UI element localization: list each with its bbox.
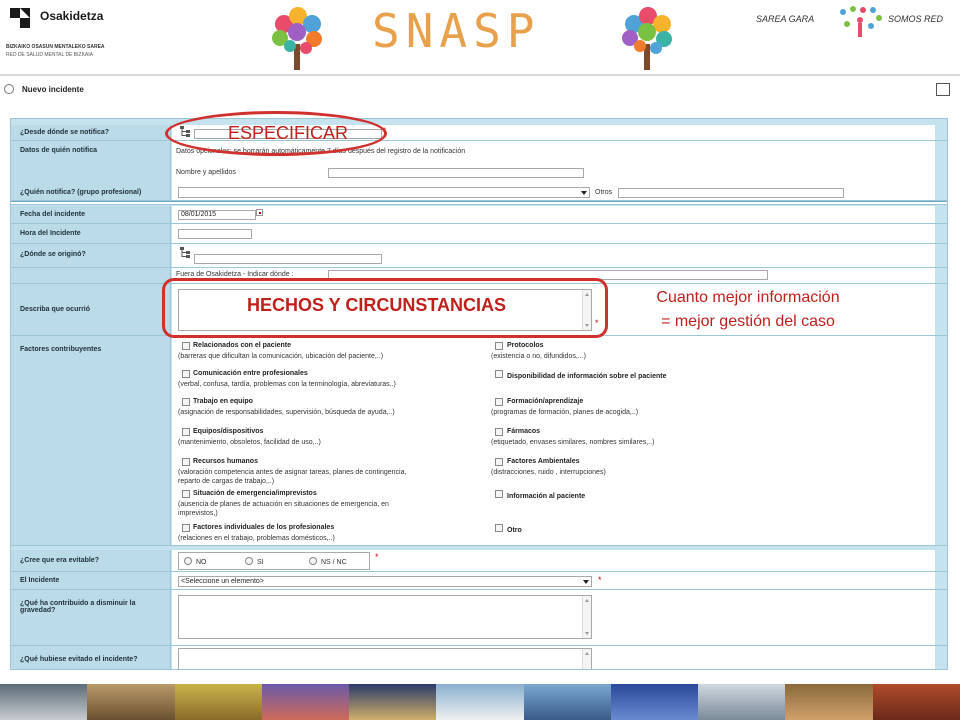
factor-checkbox[interactable] <box>495 398 503 406</box>
row-factores <box>11 336 948 546</box>
scrollbar[interactable] <box>582 649 591 670</box>
app-title: SNASP <box>372 4 541 58</box>
row-fecha <box>11 206 948 224</box>
factor-title: Disponibilidad de información sobre el paciente <box>507 373 667 380</box>
info-note-line-2: = mejor gestión del caso <box>661 313 835 330</box>
label-incidente: El Incidente <box>11 572 171 589</box>
otros-input[interactable] <box>618 188 844 198</box>
hora-input[interactable] <box>178 229 252 239</box>
required-mark: * <box>383 126 387 136</box>
factor-desc: (relaciones en el trabajo, problemas domésticos,..) <box>178 535 335 542</box>
factor-checkbox[interactable] <box>495 370 503 378</box>
incident-form <box>10 118 948 670</box>
factor-checkbox[interactable] <box>495 342 503 350</box>
especificar-callout: ESPECIFICAR <box>228 123 349 143</box>
info-note-line-1: Cuanto mejor información <box>656 289 840 306</box>
label-describa: Describa que ocurrió <box>11 284 171 335</box>
row-hora <box>11 224 948 244</box>
footer-photo <box>87 684 174 720</box>
factor-desc: (mantenimiento, obsoletos, facilidad de uso,..) <box>178 439 321 446</box>
factor-title: Otro <box>507 527 522 534</box>
tree-left-icon <box>262 2 332 72</box>
factor-title: Comunicación entre profesionales <box>193 370 308 377</box>
factor-checkbox[interactable] <box>182 458 190 466</box>
factor-checkbox[interactable] <box>182 524 190 532</box>
chevron-down-icon <box>583 580 589 584</box>
required-mark: * <box>595 318 599 328</box>
factor-title: Equipos/dispositivos <box>193 428 264 435</box>
footer-photo <box>262 684 349 720</box>
factor-desc: imprevistos,) <box>178 510 218 517</box>
header-divider <box>0 74 960 76</box>
evitable-group <box>178 552 370 570</box>
evitado-textarea[interactable] <box>178 648 592 670</box>
factor-title: Recursos humanos <box>193 458 258 465</box>
datos-note: Datos opcionales: se borrarán automáticamente 7 días después del registro de la notificación <box>176 148 466 155</box>
factor-checkbox[interactable] <box>182 342 190 350</box>
grupo-profesional-select[interactable] <box>178 187 590 198</box>
footer-photo <box>698 684 785 720</box>
factor-checkbox[interactable] <box>495 458 503 466</box>
footer-photo <box>785 684 872 720</box>
factor-title: Trabajo en equipo <box>193 398 253 405</box>
brand-name: Osakidetza <box>40 9 104 23</box>
label-quien: ¿Quién notifica? (grupo profesional) <box>11 185 171 200</box>
footer-photo <box>175 684 262 720</box>
factor-desc: (programas de formación, planes de acogida,..) <box>491 409 639 416</box>
people-network-icon <box>835 4 885 42</box>
label-fecha: Fecha del incidente <box>11 206 171 223</box>
factor-title: Fármacos <box>507 428 541 435</box>
donde-input[interactable] <box>194 254 382 264</box>
label-factores: Factores contribuyentes <box>11 336 171 545</box>
factor-title: Protocolos <box>507 342 544 349</box>
factor-desc: (valoración competencia antes de asignar tareas, planes de contingencia, <box>178 469 407 476</box>
factor-title: Situación de emergencia/imprevistos <box>193 490 317 497</box>
factor-desc: reparto de cargas de trabajo,..) <box>178 478 275 485</box>
brand-line-2: RED DE SALUD MENTAL DE BIZKAIA <box>6 52 93 58</box>
footer-photo <box>0 684 87 720</box>
label-datos: Datos de quién notifica <box>11 141 171 159</box>
section-divider <box>11 201 948 205</box>
expand-window-icon[interactable] <box>936 83 950 96</box>
factor-checkbox[interactable] <box>182 490 190 498</box>
row-incidente <box>11 572 948 590</box>
name-input[interactable] <box>328 168 584 178</box>
partner-left: SAREA GARA <box>756 14 815 24</box>
factor-title: Relacionados con el paciente <box>193 342 292 349</box>
factor-title: Factores Ambientales <box>507 458 580 465</box>
factor-checkbox[interactable] <box>182 370 190 378</box>
incidente-select-value: <Seleccione un elemento> <box>181 578 264 585</box>
factor-checkbox[interactable] <box>495 490 503 498</box>
factor-desc: (existencia o no, difundidos,...) <box>491 353 586 360</box>
radio-si-label: SI <box>257 559 264 566</box>
required-mark: * <box>375 552 379 562</box>
label-desde: ¿Desde dónde se notifica? <box>11 125 171 140</box>
row-desde <box>11 125 948 141</box>
footer-photo <box>349 684 436 720</box>
factor-desc: (distracciones, ruido , interrupciones) <box>491 469 606 476</box>
label-donde: ¿Dónde se originó? <box>11 244 171 267</box>
chevron-down-icon <box>581 191 587 195</box>
back-icon[interactable] <box>4 84 14 94</box>
factor-checkbox[interactable] <box>182 428 190 436</box>
factor-title: Factores individuales de los profesionales <box>193 524 335 531</box>
row-contribuido <box>11 590 948 646</box>
required-mark: * <box>598 575 602 585</box>
factor-checkbox[interactable] <box>495 428 503 436</box>
footer-photo-strip <box>0 684 960 720</box>
fecha-input[interactable]: 08/01/2015 <box>178 210 256 220</box>
incidente-select[interactable] <box>178 576 592 587</box>
tree-selector-icon[interactable] <box>180 247 191 258</box>
osakidetza-logo <box>6 4 136 64</box>
footer-photo <box>873 684 960 720</box>
factor-checkbox[interactable] <box>182 398 190 406</box>
calendar-icon[interactable] <box>256 209 263 216</box>
factor-desc: (asignación de responsabilidades, supervisión, búsqueda de ayuda,..) <box>178 409 395 416</box>
factor-title: Formación/aprendizaje <box>507 398 584 405</box>
factor-desc: (etiquetado, envases similares, nombres similares,..) <box>491 439 655 446</box>
footer-photo <box>611 684 698 720</box>
fuera-label: Fuera de Osakidetza - Indicar dónde : <box>176 271 294 278</box>
radio-si[interactable] <box>245 557 253 565</box>
footer-photo <box>524 684 611 720</box>
row-donde <box>11 244 948 268</box>
row-evitable <box>11 550 948 572</box>
info-note <box>620 286 876 334</box>
contribuido-textarea[interactable] <box>178 595 592 639</box>
footer-photo <box>436 684 523 720</box>
header <box>0 0 960 76</box>
label-evitado: ¿Qué hubiese evitado el incidente? <box>11 646 171 670</box>
tree-right-icon <box>612 2 682 72</box>
scrollbar[interactable] <box>582 596 591 638</box>
factor-desc: (ausencia de planes de actuación en situaciones de emergencia, en <box>178 501 389 508</box>
radio-no[interactable] <box>184 557 192 565</box>
row-evitado <box>11 646 948 670</box>
factor-desc: (verbal, confusa, tardía, problemas con la terminología, abreviaturas..) <box>178 381 396 388</box>
hechos-callout: HECHOS Y CIRCUNSTANCIAS <box>247 295 507 315</box>
factor-checkbox[interactable] <box>495 524 503 532</box>
row-quien <box>11 185 948 201</box>
osakidetza-mark-icon <box>6 4 34 32</box>
factores-area <box>172 336 948 545</box>
factor-desc: (barreras que dificultan la comunicación, ubicación del paciente,..) <box>178 353 384 360</box>
label-hora: Hora del Incidente <box>11 224 171 243</box>
radio-nsnc[interactable] <box>309 557 317 565</box>
name-label: Nombre y apellidos <box>176 169 236 176</box>
factor-title: Información al paciente <box>507 493 586 500</box>
page-title: Nuevo incidente <box>22 85 84 94</box>
otros-label: Otros <box>595 189 613 196</box>
radio-nsnc-label: NS / NC <box>321 559 347 566</box>
label-contribuido: ¿Qué ha contribuido a disminuir la gravedad? <box>11 590 171 645</box>
label-evitable: ¿Cree que era evitable? <box>11 550 171 571</box>
partner-right: SOMOS RED <box>888 14 944 24</box>
radio-no-label: NO <box>196 559 207 566</box>
brand-line-1: BIZKAIKO OSASUN MENTALEKO SAREA <box>6 44 105 50</box>
